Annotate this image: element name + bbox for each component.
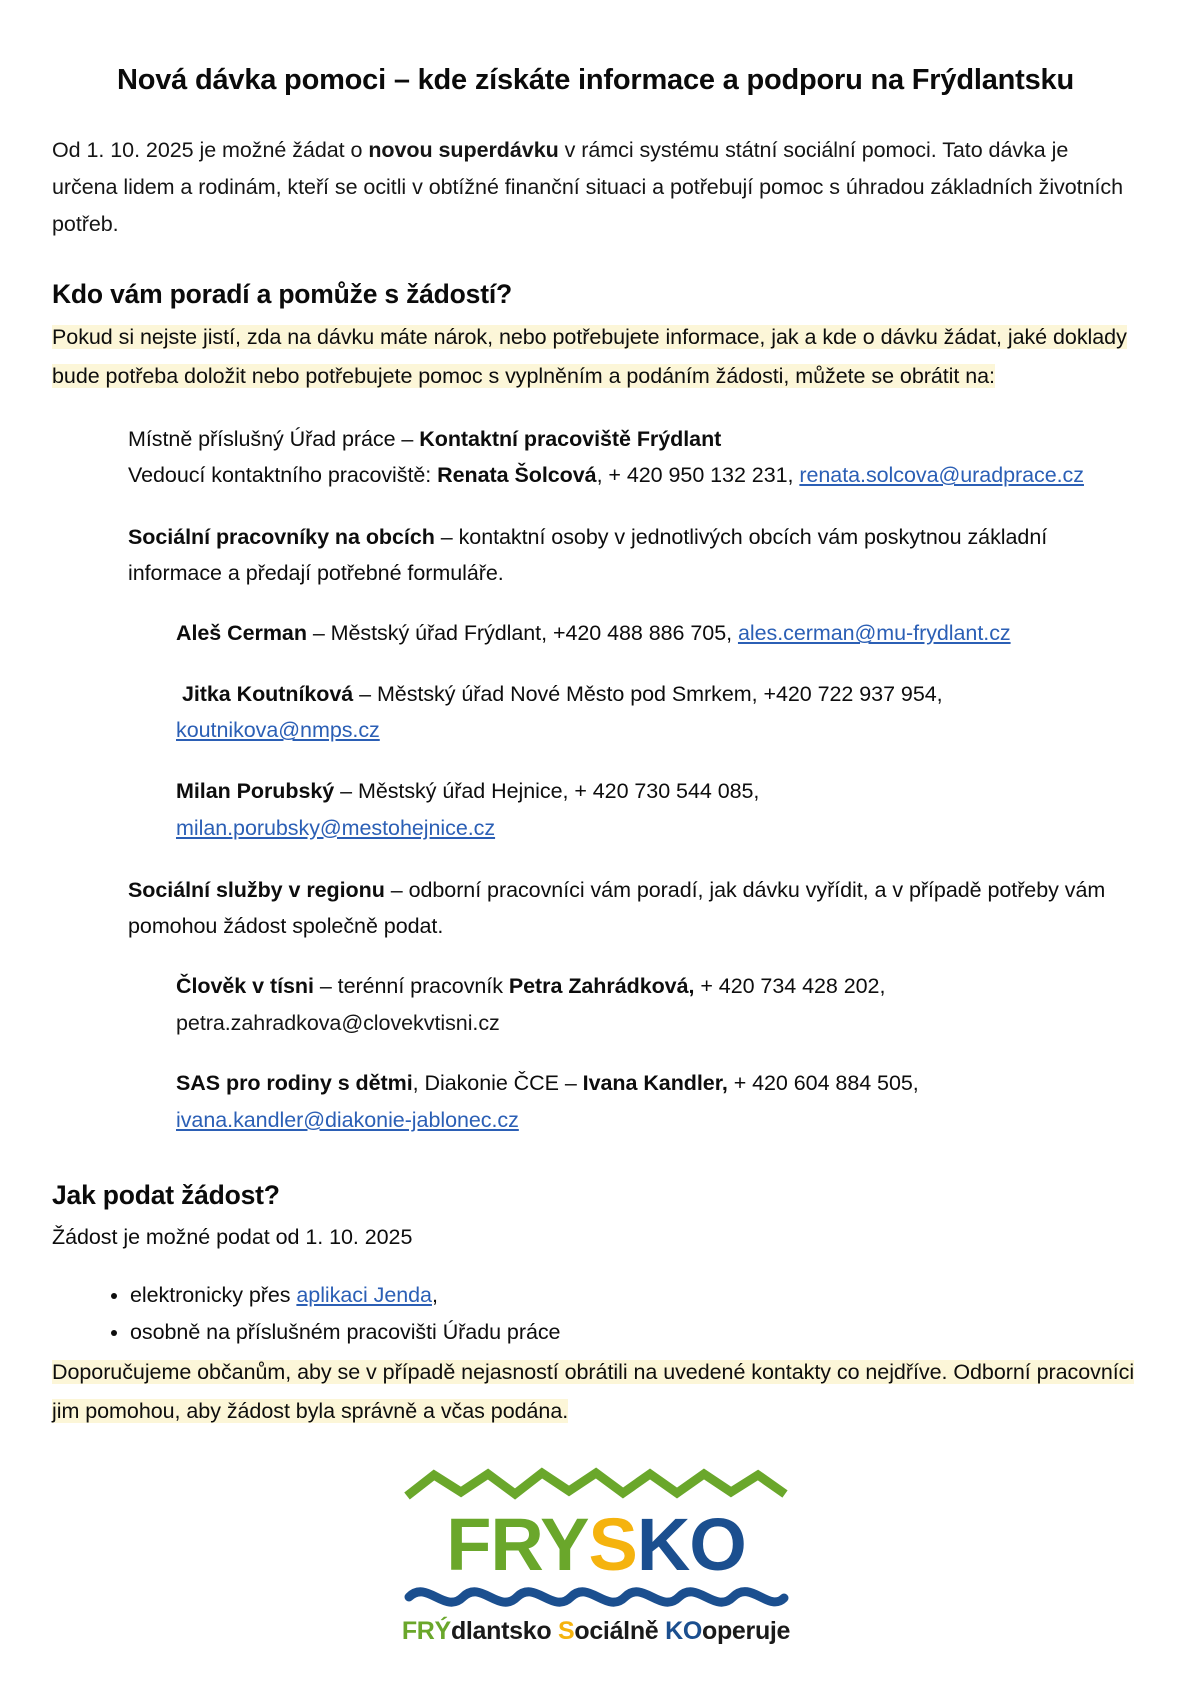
service-contact-name: Ivana Kandler, [582,1071,728,1096]
page-title: Nová dávka pomoci – kde získáte informace a podporu na Frýdlantsku [117,64,1074,96]
contact-person-org: – Městský úřad Nové Město pod Smrkem, +420 722 937 954, [353,681,943,706]
contact-person-email-link[interactable]: koutnikova@nmps.cz [176,718,380,743]
logo-tagline-ko: KO [664,1616,702,1645]
office-line-name [128,421,1139,457]
office-head-label: Vedoucí kontaktního pracoviště: [128,463,438,487]
service-org-name: SAS pro rodiny s dětmi [176,1071,413,1096]
logo-tagline-socialne: ociálně [573,1616,665,1645]
social-services-description: – odborní pracovníci vám poradí, jak dávku vyřídit, a v případě potřeby vám pomohou žádost společně podat. [128,878,1106,939]
section-heading-apply: Jak podat žádost? [52,1180,280,1211]
apply-method-suffix: , [431,1282,438,1307]
service-contact-email: petra.zahradkova@clovekvtisni.cz [176,1010,500,1035]
intro-text-part1: Od 1. 10. 2025 je možné žádat o [52,137,369,162]
office-contact-block [128,421,1139,493]
office-head-email-link[interactable]: renata.solcova@uradprace.cz [799,463,1084,487]
logo-tagline-fry: FRÝ [401,1616,451,1645]
apply-methods-list [52,1278,1139,1350]
intro-bold-term: novou superdávku [368,137,559,162]
contact-person-email-link[interactable]: milan.porubsky@mestohejnice.cz [176,815,496,840]
frysko-logo-svg [401,1464,791,1649]
social-services-label: Sociální služby v regionu [128,878,385,903]
section-heading-advice: Kdo vám poradí a pomůže s žádostí? [52,278,512,309]
closing-highlight-text: Doporučujeme občanům, aby se v případě nejasností obrátili na uvedené kontakty co nejdříve. Odborní pracovníci jim pomohou, aby žádost byla správně a včas podána. [52,1360,1135,1423]
frysko-logo [401,1464,791,1649]
apply-method-text: elektronicky přes [130,1282,297,1307]
service-org-affiliation: , Diakonie ČCE – [412,1071,583,1096]
contact-person-cerman [176,615,1139,652]
service-role-text: – terénní pracovník [313,974,509,999]
apply-method-text: osobně na příslušném pracovišti Úřadu práce [130,1319,561,1344]
logo-wordmark-fry: FRY [445,1502,588,1586]
contact-person-org: – Městský úřad Frýdlant, +420 488 886 705, [306,621,738,646]
contact-person-org: – Městský úřad Hejnice, + 420 730 544 085, [334,778,760,803]
contact-person-porubsky [176,773,1139,846]
advice-highlight-paragraph [52,318,1139,395]
contact-person-name: Jitka Koutníková [181,681,354,706]
logo-tagline-operuje: operuje [701,1616,790,1645]
apply-note: Žádost je možné podat od 1. 10. 2025 [52,1225,413,1250]
municipal-workers-description: – kontaktní osoby v jednotlivých obcích vám poskytnou základní informace a předají potřebné formuláře. [128,525,1048,586]
service-contact-phone: + 420 734 428 202, [694,974,886,999]
office-branch-name: Kontaktní pracoviště Frýdlant [419,426,722,451]
mountain-zigzag-icon [407,1473,785,1496]
logo-tagline-dlantsko: dlantsko [450,1616,558,1645]
social-services-block [128,872,1139,944]
logo-tagline-s: S [557,1616,574,1645]
jenda-app-link[interactable]: aplikaci Jenda [296,1282,432,1307]
office-head-phone: , + 420 950 132 231, [596,463,800,487]
list-item [130,1278,1139,1313]
service-contact-email-link[interactable]: ivana.kandler@diakonie-jablonec.cz [176,1107,519,1132]
logo-tagline [401,1615,790,1645]
list-item [130,1315,1139,1350]
logo-wordmark-s: S [587,1502,637,1586]
closing-highlight-paragraph [52,1353,1139,1430]
service-entry-sas-rodiny [176,1065,1139,1138]
frysko-logo-container [52,1464,1139,1649]
office-prefix: Místně příslušný Úřad práce – [128,426,420,451]
office-line-head [128,457,1139,493]
contact-person-koutnikova [176,676,1139,749]
office-head-name: Renata Šolcová [437,463,597,487]
logo-wordmark [446,1503,746,1586]
contact-person-name-wrap [176,682,353,706]
intro-paragraph [52,132,1139,243]
service-org-name: Člověk v tísni [176,974,314,999]
intro-text-part2: v rámci systému státní sociální pomoci. Tato dávka je určena lidem a rodinám, kteří se ocitli v obtížné finanční situaci a potřebují pomoc s úhradou základních životních potřeb. [52,137,1124,236]
service-contact-phone: + 420 604 884 505, [727,1071,919,1096]
service-entry-clovek-v-tisni [176,968,1139,1041]
contact-person-name: Aleš Cerman [176,621,307,646]
water-wave-icon [409,1591,784,1602]
contact-person-name: Milan Porubský [176,778,335,803]
advice-highlight-text: Pokud si nejste jistí, zda na dávku máte nárok, nebo potřebujete informace, jak a kde o dávku žádat, jaké doklady bude potřeba doložit nebo potřebujete pomoc s vyplněním a podáním žádosti, můžete se obrátit na: [52,325,1127,388]
contact-person-email-link[interactable]: ales.cerman@mu-frydlant.cz [737,621,1011,646]
logo-wordmark-ko: KO [636,1502,746,1586]
municipal-workers-block [128,519,1139,591]
municipal-workers-label: Sociální pracovníky na obcích [128,525,435,550]
service-contact-name: Petra Zahrádková, [508,974,695,999]
